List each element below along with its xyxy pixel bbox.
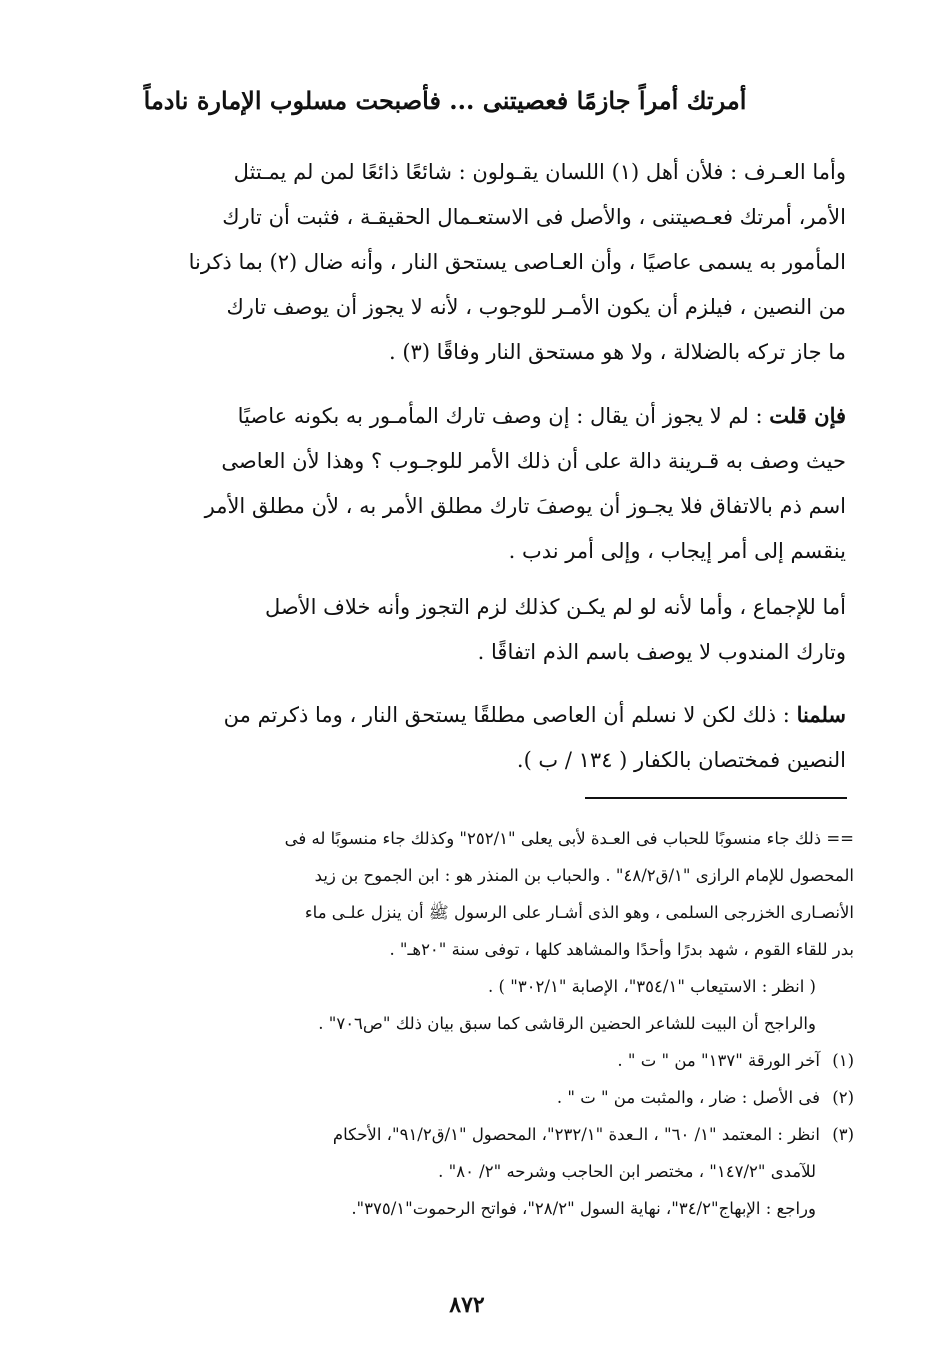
footnote-number: (٣) (832, 1125, 854, 1144)
paragraph-urf (128, 150, 846, 375)
footnotes (138, 820, 854, 1227)
footnote-2: (٢)فى الأصل : ضار ، والمثبت من " ت " . (138, 1079, 854, 1116)
footnote-line: والراجح أن البيت للشاعر الحضين الرقاشى كما سبق بيان ذلك "ص٧٠٦" . (318, 1014, 816, 1033)
paragraph-concession (128, 692, 846, 783)
footnote-3: (٣)انظر : المعتمد "١/ ٦٠" ، الـعدة "٢٣٢/١"، المحصول "١/ق٩١/٢"، الأحكام (138, 1116, 854, 1153)
text-line: أما للإجماع ، وأما لأنه لو لم يكـن كذلك لزم التجوز وأنه خلاف الأصل (264, 595, 846, 619)
running-header: أمرتك أمراً جازمًا فعصيتنى ... فأصبحت مسلوب الإمارة نادماً (143, 86, 747, 115)
text-line: المأمور به يسمى عاصيًا ، وأن العـاصى يستحق النار ، وأنه ضال (٢) بما ذكرنا (188, 250, 846, 274)
text-line: من النصين ، فيلزم أن يكون الأمـر للوجوب ، لأنه لا يجوز أن يوصف تارك (226, 295, 846, 319)
text-line: ما جاز تركه بالضلالة ، ولا هو مستحق النار وفاقًا (٣) . (388, 340, 846, 364)
footnote-line: وراجع : الإبهاج"٣٤/٢"، نهاية السول "٢٨/٢"، فواتح الرحموت"٣٧٥/١". (351, 1199, 816, 1218)
text-line: سلمنا : ذلك لكن لا نسلم أن العاصى مطلقًا يستحق النار ، وما ذكرتم من (223, 702, 846, 727)
text-line: ينقسم إلى أمر إيجاب ، وإلى أمر ندب . (508, 539, 846, 563)
footnote-line: بدر للقاء القوم ، شهد بدرًا وأحدًا والمشاهد كلها ، توفى سنة "٢٠هـ" . (389, 940, 854, 959)
paragraph-lead: فإن قلت (769, 403, 846, 428)
footnote-line: للآمدى "١٤٧/٢" ، مختصر ابن الحاجب وشرحه "٢/ ٨٠" . (438, 1162, 816, 1181)
footnote-line: الأنصـارى الخزرجى السلمى ، وهو الذى أشـار على الرسول ﷺ أن ينزل علـى ماء (304, 903, 854, 922)
text-line: فإن قلت : لم لا يجوز أن يقال : إن وصف تارك المأمـور به بكونه عاصيًا (237, 403, 846, 428)
footnote-divider (585, 797, 847, 799)
text-line: وتارك المندوب لا يوصف باسم الذم اتفاقًا . (477, 640, 846, 664)
footnote-line: == ذلك جاء منسوبًا للحباب فى العـدة لأبى يعلى "٢٥٢/١" وكذلك جاء منسوبًا له فى (284, 829, 854, 848)
footnote-number: (٢) (832, 1088, 854, 1107)
text-line: وأما العـرف : فلأن أهل (١) اللسان يقـولون : شائعًا ذائعًا لمن لم يمـتثل (233, 160, 846, 184)
footnote-number: (١) (832, 1051, 854, 1070)
page-number: ٨٧٢ (449, 1292, 485, 1318)
paragraph-ijma (128, 585, 846, 675)
text-line: حيث وصف به قـرينة دالة على أن ذلك الأمر للوجـوب ؟ وهذا لأن العاصى (221, 449, 846, 473)
text-line: الأمر، أمرتك فعـصيتنى ، والأصل فى الاستعـمال الحقيقـة ، فثبت أن تارك (222, 205, 846, 229)
paragraph-lead: سلمنا (796, 702, 846, 727)
footnote-line: ( انظر : الاستيعاب "٣٥٤/١"، الإصابة "٣٠٢/١" ) . (488, 977, 816, 996)
text-line: اسم ذم بالاتفاق فلا يجـوز أن يوصفَ تارك مطلق الأمر به ، لأن مطلق الأمر (204, 494, 846, 518)
footnote-line: المحصول للإمام الرازى "١/ق٤٨/٢" . والحباب بن المنذر هو : ابن الجموح بن زيد (314, 866, 854, 885)
text-line: النصين فمختصان بالكفار ( ١٣٤ / ب ). (516, 748, 846, 772)
paragraph-objection (128, 393, 846, 574)
footnote-1: (١)آخر الورقة "١٣٧" من " ت " . (138, 1042, 854, 1079)
